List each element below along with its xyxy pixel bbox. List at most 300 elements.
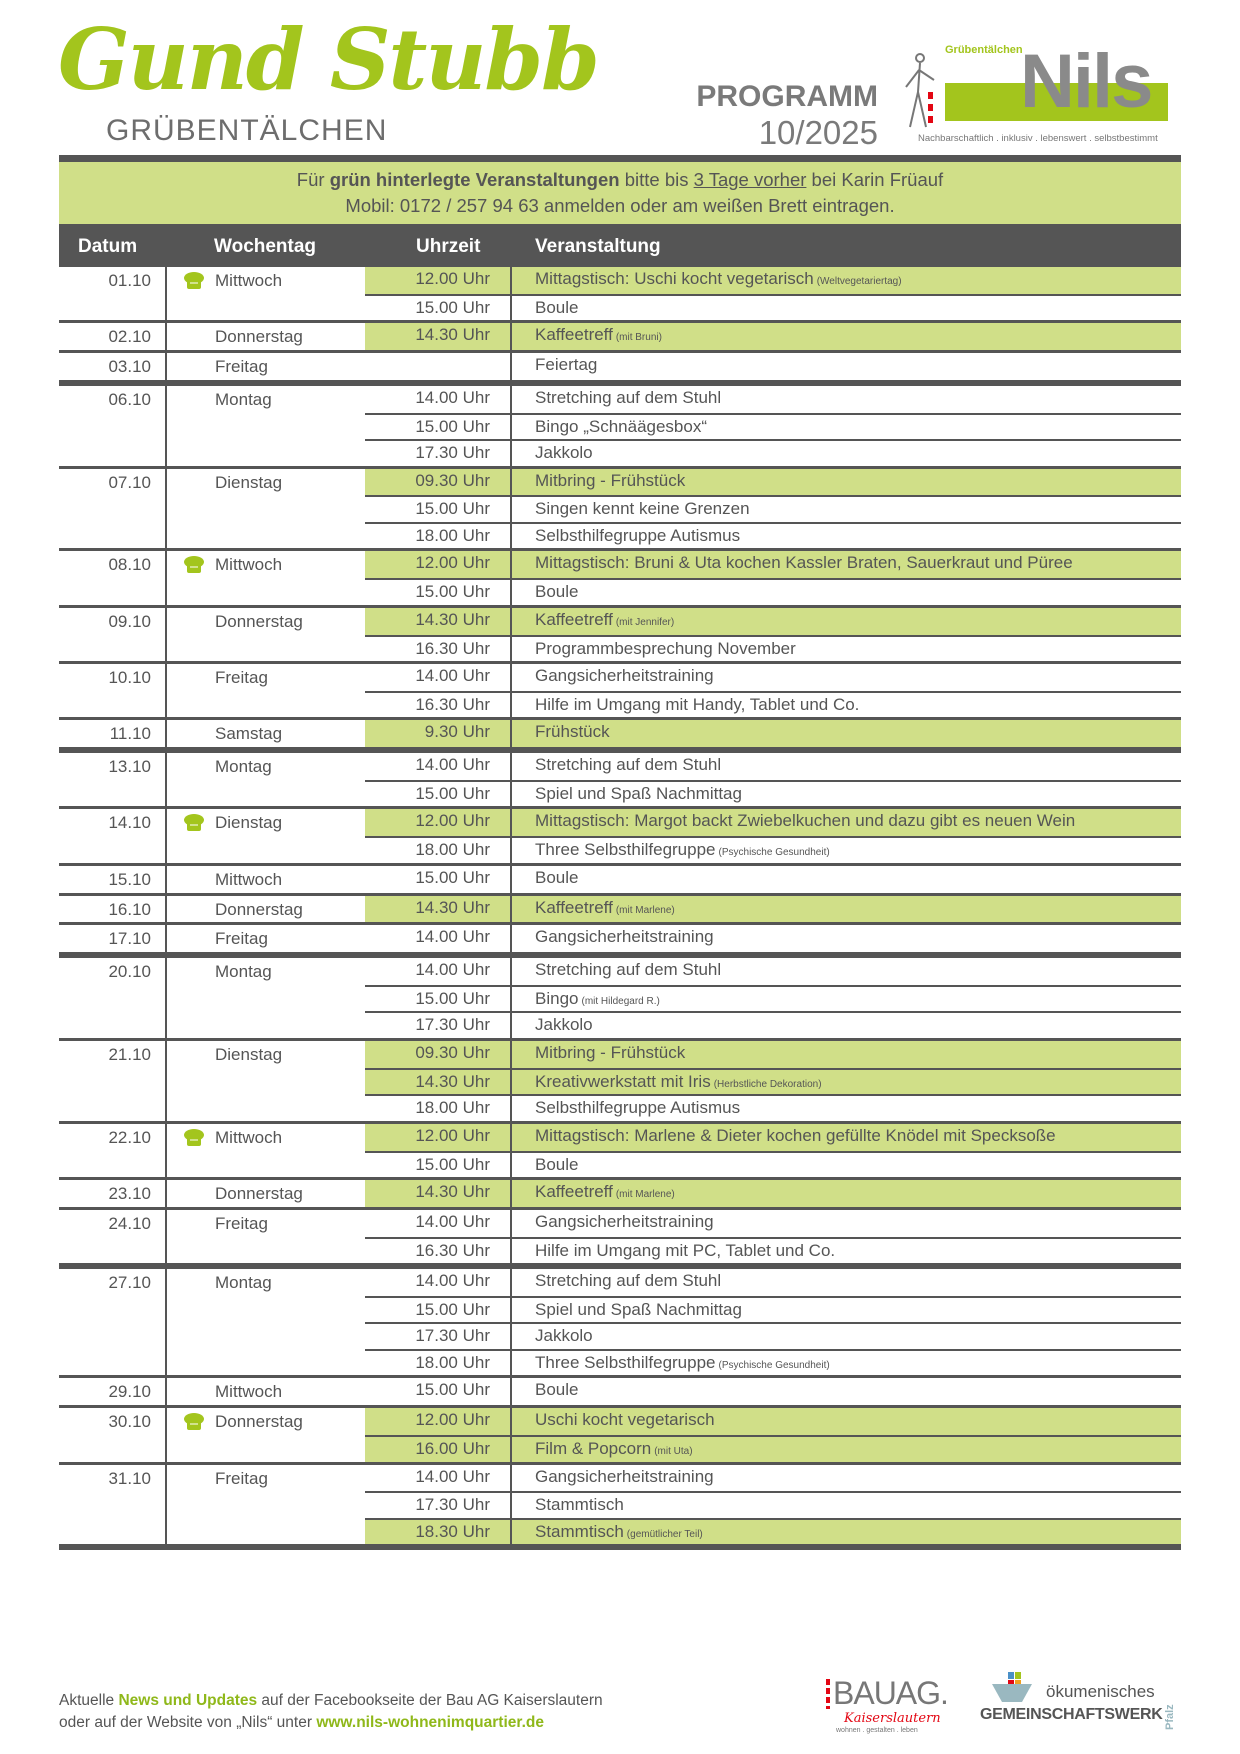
event-title-cell: [512, 296, 578, 321]
weekday-cell: [167, 323, 365, 350]
event-note: (Weltvegetariertag): [816, 276, 902, 287]
bau-ag-script: Kaiserslautern: [844, 1711, 941, 1726]
event-title: Three Selbsthilfegruppe: [535, 840, 716, 860]
date-cell: 23.10: [59, 1180, 167, 1207]
weekday-cell: [167, 896, 365, 923]
weekday-cell: [167, 551, 365, 604]
date-cell: 24.10: [59, 1210, 167, 1263]
brand-title: Gund Stubb: [58, 10, 598, 109]
event-title-cell: [512, 1465, 714, 1492]
event-time: 14.30 Uhr: [365, 323, 512, 350]
weekday-label: Mittwoch: [215, 1382, 283, 1402]
event-title: Jakkolo: [535, 1015, 593, 1035]
event-row: [365, 958, 1181, 985]
events-cell: [365, 896, 1181, 923]
event-title-cell: [512, 386, 721, 413]
event-title-cell: [512, 1324, 593, 1349]
day-row: [59, 551, 1181, 607]
table-header: [59, 224, 1181, 267]
event-title-cell: [512, 838, 830, 863]
event-note: (mit Bruni): [615, 332, 662, 344]
weekday-cell: [167, 353, 365, 380]
event-note: (Herbstliche Dekoration): [713, 1078, 822, 1090]
nils-logo-word: Nils: [1020, 39, 1152, 124]
event-title: Stammtisch: [535, 1521, 624, 1541]
event-note: (mit Hildegard R.): [581, 995, 660, 1007]
events-cell: [365, 1408, 1181, 1461]
events-cell: [365, 866, 1181, 893]
weekday-label: Freitag: [215, 357, 268, 377]
event-title: Stretching auf dem Stuhl: [535, 755, 722, 775]
event-title-cell: [512, 1408, 715, 1435]
date-cell: 27.10: [59, 1269, 167, 1375]
event-title: Singen kennt keine Grenzen: [535, 499, 750, 519]
event-row: [365, 294, 1181, 321]
event-time: 14.30 Uhr: [365, 1070, 512, 1095]
event-row: [365, 1068, 1181, 1095]
event-title: Mittagstisch: Uschi kocht vegetarisch: [535, 269, 814, 288]
weekday-cell: [167, 1408, 365, 1461]
day-row: [59, 267, 1181, 323]
event-title-cell: [512, 1437, 693, 1462]
weekday-label: Dienstag: [215, 1044, 283, 1064]
event-time: 18.00 Uhr: [365, 524, 512, 549]
event-time: 17.30 Uhr: [365, 441, 512, 466]
nils-tagline: Nachbarschaftlich . inklusiv . lebenswert . selbstbestimmt: [918, 133, 1158, 144]
event-title-cell: [512, 637, 796, 662]
event-time: 12.00 Uhr: [365, 551, 512, 578]
date-cell: 01.10: [59, 267, 167, 320]
events-cell: [365, 1124, 1181, 1177]
event-title: Bingo „Schnäägesbox“: [535, 416, 708, 436]
event-time: 16.30 Uhr: [365, 637, 512, 662]
footer-text: oder auf der Website von „Nils“ unter: [59, 1714, 317, 1731]
info-text: Für: [296, 169, 330, 190]
event-title: Gangsicherheitstraining: [535, 927, 714, 947]
weekday-cell: [167, 958, 365, 1038]
weekday-label: Montag: [215, 389, 272, 409]
date-cell: 13.10: [59, 753, 167, 806]
week-block: [59, 386, 1181, 753]
events-cell: [365, 353, 1181, 380]
event-title: Boule: [535, 582, 579, 602]
day-row: [59, 753, 1181, 809]
event-title: Feiertag: [535, 355, 598, 375]
event-time: 14.00 Uhr: [365, 1465, 512, 1492]
weekday-label: Freitag: [215, 668, 268, 688]
event-time: 14.00 Uhr: [365, 925, 512, 952]
event-time: 18.30 Uhr: [365, 1520, 512, 1545]
info-bold: grün hinterlegte Veranstaltungen: [329, 169, 620, 190]
day-row: [59, 1465, 1181, 1545]
date-cell: 07.10: [59, 469, 167, 549]
day-row: [59, 1378, 1181, 1408]
event-time: 14.00 Uhr: [365, 1269, 512, 1296]
weekday-label: Mittwoch: [215, 1127, 283, 1147]
website-link[interactable]: www.nils-wohnenimquartier.de: [316, 1714, 544, 1731]
event-row: [365, 1011, 1181, 1038]
info-text: bei Karin Früauf: [806, 169, 944, 190]
event-title-cell: [512, 1124, 1056, 1151]
event-time: 15.00 Uhr: [365, 1378, 512, 1405]
person-figure-icon: [900, 52, 940, 132]
week-block: [59, 1269, 1181, 1550]
event-title: Kaffeetreff: [535, 609, 613, 629]
weekday-label: Donnerstag: [215, 1184, 303, 1204]
day-row: [59, 720, 1181, 747]
event-time: 15.00 Uhr: [365, 782, 512, 807]
chef-hat-icon: [181, 555, 207, 575]
event-title: Jakkolo: [535, 443, 593, 463]
weekday-cell: [167, 1041, 365, 1121]
event-title-cell: [512, 1351, 830, 1376]
event-time: 16.30 Uhr: [365, 693, 512, 718]
date-cell: 02.10: [59, 323, 167, 350]
event-title: Three Selbsthilfegruppe: [535, 1352, 716, 1372]
event-row: [365, 439, 1181, 466]
event-row: [365, 691, 1181, 718]
event-time: 14.30 Uhr: [365, 608, 512, 635]
event-time: 12.00 Uhr: [365, 267, 512, 294]
date-cell: 14.10: [59, 809, 167, 862]
event-row: [365, 1041, 1181, 1068]
event-title: Spiel und Spaß Nachmittag: [535, 783, 742, 803]
event-time: 18.00 Uhr: [365, 1351, 512, 1376]
event-time: 14.00 Uhr: [365, 1210, 512, 1237]
event-time: 17.30 Uhr: [365, 1493, 512, 1518]
event-row: [365, 1465, 1181, 1492]
event-title: Mitbring - Frühstück: [535, 470, 686, 490]
weekday-label: Donnerstag: [215, 611, 303, 631]
event-row: [365, 780, 1181, 807]
event-time: 09.30 Uhr: [365, 469, 512, 496]
weekday-label: Mittwoch: [215, 555, 283, 575]
event-title: Jakkolo: [535, 1326, 593, 1346]
event-title-cell: [512, 1180, 675, 1207]
event-title-cell: [512, 267, 902, 294]
event-time: 16.00 Uhr: [365, 1437, 512, 1462]
event-title-cell: [512, 866, 578, 893]
event-row: [365, 522, 1181, 549]
event-row: [365, 608, 1181, 635]
event-title: Stretching auf dem Stuhl: [535, 1271, 722, 1291]
event-time: 09.30 Uhr: [365, 1041, 512, 1068]
date-cell: 06.10: [59, 386, 167, 466]
event-time: [365, 353, 512, 380]
events-cell: [365, 1041, 1181, 1121]
bau-ag-tag: wohnen . gestalten . leben: [836, 1727, 918, 1734]
event-title: Kaffeetreff: [535, 1182, 613, 1202]
day-row: [59, 896, 1181, 926]
event-title: Boule: [535, 867, 579, 887]
event-time: 15.00 Uhr: [365, 580, 512, 605]
event-title: Uschi kocht vegetarisch: [535, 1410, 715, 1430]
weekday-cell: [167, 925, 365, 952]
event-row: [365, 353, 1181, 380]
event-row: [365, 1269, 1181, 1296]
info-line2: Mobil: 0172 / 257 94 63 anmelden oder am weißen Brett eintragen.: [345, 195, 895, 216]
week-block: [59, 753, 1181, 958]
event-title-cell: [512, 1096, 740, 1121]
event-note: (gemütlicher Teil): [626, 1528, 703, 1540]
event-note: (mit Jennifer): [615, 616, 675, 628]
week-block: [59, 958, 1181, 1269]
event-title-cell: [512, 497, 750, 522]
weekday-label: Freitag: [215, 929, 268, 949]
event-title: Bingo: [535, 988, 579, 1008]
event-row: [365, 925, 1181, 952]
event-title: Hilfe im Umgang mit PC, Tablet und Co.: [535, 1240, 836, 1260]
event-title-cell: [512, 958, 721, 985]
event-title-cell: [512, 469, 685, 496]
nils-logo-small: Grübentälchen: [945, 44, 1023, 56]
event-title-cell: [512, 1013, 593, 1038]
events-cell: [365, 809, 1181, 862]
oek-line1: ökumenisches: [1046, 1682, 1155, 1701]
bau-ag-logo: [826, 1675, 966, 1735]
event-title-cell: [512, 1493, 624, 1518]
event-time: 15.00 Uhr: [365, 866, 512, 893]
weekday-label: Dienstag: [215, 472, 283, 492]
events-cell: [365, 469, 1181, 549]
event-title-cell: [512, 753, 721, 780]
event-title: Kaffeetreff: [535, 897, 613, 917]
event-time: 15.00 Uhr: [365, 987, 512, 1012]
footer-text: auf der Facebookseite der Bau AG Kaiserslautern: [257, 1692, 603, 1709]
weekday-cell: [167, 720, 365, 747]
info-underlined: 3 Tage vorher: [693, 169, 807, 190]
header-rule: [59, 155, 1181, 162]
events-cell: [365, 267, 1181, 320]
event-row: [365, 1237, 1181, 1264]
event-time: 12.00 Uhr: [365, 809, 512, 836]
event-time: 17.30 Uhr: [365, 1324, 512, 1349]
event-time: 14.30 Uhr: [365, 896, 512, 923]
events-cell: [365, 386, 1181, 466]
event-title-cell: [512, 1239, 835, 1264]
event-title: Gangsicherheitstraining: [535, 666, 714, 686]
event-time: 14.30 Uhr: [365, 1180, 512, 1207]
event-row: [365, 1491, 1181, 1518]
event-row: [365, 1151, 1181, 1178]
event-title-cell: [512, 1210, 714, 1237]
chef-hat-icon: [181, 271, 207, 291]
event-note: (mit Marlene): [615, 1189, 675, 1201]
weekday-cell: [167, 1378, 365, 1405]
nils-logo: [900, 32, 1185, 150]
day-row: [59, 608, 1181, 664]
event-title: Mittagstisch: Margot backt Zwiebelkuchen und dazu gibt es neuen Wein: [535, 811, 1076, 831]
event-row: [365, 1296, 1181, 1323]
event-title-cell: [512, 782, 742, 807]
day-row: [59, 1124, 1181, 1180]
weekday-cell: [167, 267, 365, 320]
event-title-cell: [512, 693, 859, 718]
date-cell: 09.10: [59, 608, 167, 661]
event-row: [365, 1518, 1181, 1545]
events-cell: [365, 1180, 1181, 1207]
event-title: Hilfe im Umgang mit Handy, Tablet und Co.: [535, 694, 860, 714]
weekday-cell: [167, 664, 365, 717]
weekday-cell: [167, 809, 365, 862]
events-cell: [365, 720, 1181, 747]
event-title-cell: [512, 925, 714, 952]
weekday-label: Donnerstag: [215, 327, 303, 347]
weekday-label: Donnerstag: [215, 899, 303, 919]
date-cell: 10.10: [59, 664, 167, 717]
weekday-cell: [167, 1124, 365, 1177]
weekday-label: Mittwoch: [215, 271, 283, 290]
event-time: 15.00 Uhr: [365, 296, 512, 321]
oek-line2: GEMEINSCHAFTSWERK: [980, 1706, 1163, 1723]
day-row: [59, 925, 1181, 952]
weekday-label: Freitag: [215, 1213, 268, 1233]
weekday-cell: [167, 866, 365, 893]
bau-ag-main: BAUAG.: [833, 1675, 948, 1711]
footer-highlight: News und Updates: [118, 1692, 258, 1709]
day-row: [59, 809, 1181, 865]
event-row: [365, 1322, 1181, 1349]
footer-text: Aktuelle: [59, 1692, 119, 1709]
event-time: 12.00 Uhr: [365, 1408, 512, 1435]
event-title-cell: [512, 353, 597, 380]
date-cell: 16.10: [59, 896, 167, 923]
weekday-label: Montag: [215, 962, 272, 982]
col-event: Veranstaltung: [535, 236, 661, 257]
events-cell: [365, 1465, 1181, 1545]
event-row: [365, 1378, 1181, 1405]
event-note: (mit Uta): [654, 1446, 693, 1458]
event-row: [365, 836, 1181, 863]
event-title-cell: [512, 809, 1075, 836]
event-title: Boule: [535, 1380, 579, 1400]
date-cell: 03.10: [59, 353, 167, 380]
event-row: [365, 323, 1181, 350]
event-time: 12.00 Uhr: [365, 1124, 512, 1151]
ship-icon: [990, 1670, 1034, 1704]
weekday-cell: [167, 1465, 365, 1545]
event-title-cell: [512, 1298, 742, 1323]
day-row: [59, 866, 1181, 896]
date-cell: 17.10: [59, 925, 167, 952]
weekday-label: Montag: [215, 757, 272, 777]
event-title-cell: [512, 1041, 685, 1068]
day-row: [59, 1180, 1181, 1210]
events-cell: [365, 1269, 1181, 1375]
event-note: (Psychische Gesundheit): [718, 1359, 830, 1371]
event-row: [365, 753, 1181, 780]
event-time: 17.30 Uhr: [365, 1013, 512, 1038]
event-title: Kreativwerkstatt mit Iris: [535, 1071, 711, 1091]
event-title-cell: [512, 987, 660, 1012]
day-row: [59, 664, 1181, 720]
col-date: Datum: [78, 236, 138, 257]
event-title-cell: [512, 1520, 703, 1545]
event-row: [365, 551, 1181, 578]
event-row: [365, 664, 1181, 691]
events-cell: [365, 1378, 1181, 1405]
event-time: 16.30 Uhr: [365, 1239, 512, 1264]
day-row: [59, 1041, 1181, 1124]
date-cell: 20.10: [59, 958, 167, 1038]
weekday-cell: [167, 1269, 365, 1375]
day-row: [59, 958, 1181, 1041]
events-cell: [365, 551, 1181, 604]
chef-hat-icon: [181, 1128, 207, 1148]
event-row: [365, 578, 1181, 605]
event-row: [365, 1124, 1181, 1151]
weekday-cell: [167, 1180, 365, 1207]
program-table: [59, 267, 1181, 1550]
event-title-cell: [512, 1153, 578, 1178]
event-title: Mittagstisch: Bruni & Uta kochen Kassler Braten, Sauerkraut und Püree: [535, 553, 1073, 573]
col-time: Uhrzeit: [416, 236, 481, 257]
program-date: 10/2025: [758, 114, 878, 151]
event-title-cell: [512, 1269, 721, 1296]
event-row: [365, 495, 1181, 522]
brand-subtitle: GRÜBENTÄLCHEN: [106, 114, 388, 147]
event-title: Boule: [535, 297, 579, 317]
event-title-cell: [512, 664, 714, 691]
event-row: [365, 635, 1181, 662]
date-cell: 22.10: [59, 1124, 167, 1177]
footer-text: [59, 1690, 603, 1734]
chef-hat-icon: [181, 813, 207, 833]
date-cell: 21.10: [59, 1041, 167, 1121]
weekday-label: Donnerstag: [215, 1412, 303, 1432]
event-time: 15.00 Uhr: [365, 1298, 512, 1323]
event-title: Stretching auf dem Stuhl: [535, 387, 722, 407]
day-row: [59, 469, 1181, 552]
event-row: [365, 1408, 1181, 1435]
event-time: 9.30 Uhr: [365, 720, 512, 747]
event-time: 14.00 Uhr: [365, 753, 512, 780]
week-block: [59, 267, 1181, 386]
events-cell: [365, 608, 1181, 661]
info-text: bitte bis: [619, 169, 694, 190]
weekday-cell: [167, 386, 365, 466]
chef-hat-icon: [181, 1412, 207, 1432]
day-row: [59, 353, 1181, 380]
weekday-label: Freitag: [215, 1468, 268, 1488]
weekday-cell: [167, 608, 365, 661]
event-time: 18.00 Uhr: [365, 1096, 512, 1121]
event-title: Mittagstisch: Marlene & Dieter kochen gefüllte Knödel mit Specksoße: [535, 1125, 1056, 1145]
event-title-cell: [512, 524, 740, 549]
date-cell: 31.10: [59, 1465, 167, 1545]
event-title: Stammtisch: [535, 1495, 624, 1515]
weekday-cell: [167, 753, 365, 806]
day-row: [59, 386, 1181, 469]
event-row: [365, 386, 1181, 413]
event-row: [365, 1210, 1181, 1237]
col-weekday: Wochentag: [214, 236, 317, 257]
event-title: Kaffeetreff: [535, 325, 613, 345]
event-row: [365, 469, 1181, 496]
event-title-cell: [512, 1378, 578, 1405]
events-cell: [365, 925, 1181, 952]
program-label: PROGRAMM: [696, 80, 878, 113]
events-cell: [365, 958, 1181, 1038]
events-cell: [365, 1210, 1181, 1263]
event-title-cell: [512, 323, 662, 350]
event-title-cell: [512, 896, 675, 923]
event-row: [365, 1180, 1181, 1207]
event-title: Selbsthilfegruppe Autismus: [535, 525, 741, 545]
event-title: Boule: [535, 1154, 579, 1174]
event-title: Stretching auf dem Stuhl: [535, 960, 722, 980]
event-row: [365, 1435, 1181, 1462]
